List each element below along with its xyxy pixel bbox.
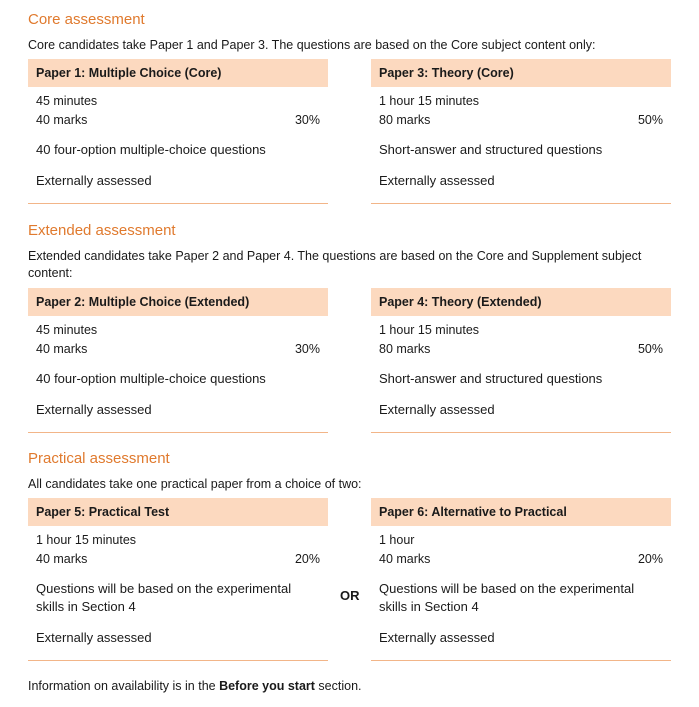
section-title-practical: Practical assessment bbox=[28, 450, 170, 467]
paper-description: Questions will be based on the experimental skills in Section 4 bbox=[36, 581, 292, 614]
paper-duration: 1 hour 15 minutes bbox=[379, 323, 480, 337]
section-title-extended: Extended assessment bbox=[28, 222, 176, 239]
paper-weight: 50% bbox=[637, 342, 663, 356]
paper-weight: 20% bbox=[637, 552, 663, 566]
footer-text-after: section. bbox=[314, 679, 362, 693]
paper-duration: 45 minutes bbox=[36, 323, 98, 337]
paper-description: Short-answer and structured questions bbox=[379, 371, 603, 386]
paper-marks-row bbox=[28, 342, 328, 356]
section-intro-extended: Extended candidates take Paper 2 and Paper 4. The questions are based on the Core and Supplement subject content: bbox=[28, 249, 642, 280]
paper-title: Paper 1: Multiple Choice (Core) bbox=[28, 59, 328, 87]
paper-title: Paper 4: Theory (Extended) bbox=[371, 288, 671, 316]
paper-card-6 bbox=[371, 498, 671, 661]
paper-duration: 1 hour 15 minutes bbox=[36, 533, 137, 547]
paper-card-1 bbox=[28, 59, 328, 204]
paper-marks: 40 marks bbox=[36, 113, 88, 127]
or-separator: OR bbox=[340, 588, 360, 603]
paper-duration: 1 hour bbox=[379, 533, 415, 547]
paper-card-3 bbox=[371, 59, 671, 204]
section-intro-core: Core candidates take Paper 1 and Paper 3. The questions are based on the Core subject content only: bbox=[28, 38, 596, 52]
paper-card-5 bbox=[28, 498, 328, 661]
paper-marks: 40 marks bbox=[36, 342, 88, 356]
paper-assessment: Externally assessed bbox=[379, 173, 495, 188]
paper-weight: 30% bbox=[294, 342, 320, 356]
paper-marks: 40 marks bbox=[36, 552, 88, 566]
paper-description: Short-answer and structured questions bbox=[379, 142, 603, 157]
paper-assessment: Externally assessed bbox=[36, 173, 152, 188]
paper-duration: 45 minutes bbox=[36, 94, 98, 108]
availability-note bbox=[28, 679, 362, 693]
paper-title: Paper 6: Alternative to Practical bbox=[371, 498, 671, 526]
paper-card-2 bbox=[28, 288, 328, 433]
paper-marks-row bbox=[28, 113, 328, 127]
paper-assessment: Externally assessed bbox=[379, 402, 495, 417]
section-intro-practical: All candidates take one practical paper from a choice of two: bbox=[28, 477, 362, 491]
paper-description: Questions will be based on the experimental skills in Section 4 bbox=[379, 581, 635, 614]
paper-marks: 40 marks bbox=[379, 552, 431, 566]
paper-marks-row bbox=[371, 342, 671, 356]
paper-description: 40 four-option multiple-choice questions bbox=[36, 142, 266, 157]
paper-marks: 80 marks bbox=[379, 113, 431, 127]
paper-assessment: Externally assessed bbox=[36, 402, 152, 417]
paper-marks-row bbox=[371, 552, 671, 566]
paper-duration: 1 hour 15 minutes bbox=[379, 94, 480, 108]
paper-weight: 50% bbox=[637, 113, 663, 127]
paper-marks-row bbox=[371, 113, 671, 127]
paper-title: Paper 2: Multiple Choice (Extended) bbox=[28, 288, 328, 316]
paper-weight: 30% bbox=[294, 113, 320, 127]
before-you-start-ref: Before you start bbox=[219, 679, 315, 693]
paper-assessment: Externally assessed bbox=[36, 630, 152, 645]
section-title-core: Core assessment bbox=[28, 11, 145, 28]
paper-marks: 80 marks bbox=[379, 342, 431, 356]
paper-weight: 20% bbox=[294, 552, 320, 566]
footer-text-before: Information on availability is in the bbox=[28, 679, 220, 693]
paper-card-4 bbox=[371, 288, 671, 433]
paper-title: Paper 5: Practical Test bbox=[28, 498, 328, 526]
paper-description: 40 four-option multiple-choice questions bbox=[36, 371, 266, 386]
paper-assessment: Externally assessed bbox=[379, 630, 495, 645]
paper-marks-row bbox=[28, 552, 328, 566]
paper-title: Paper 3: Theory (Core) bbox=[371, 59, 671, 87]
